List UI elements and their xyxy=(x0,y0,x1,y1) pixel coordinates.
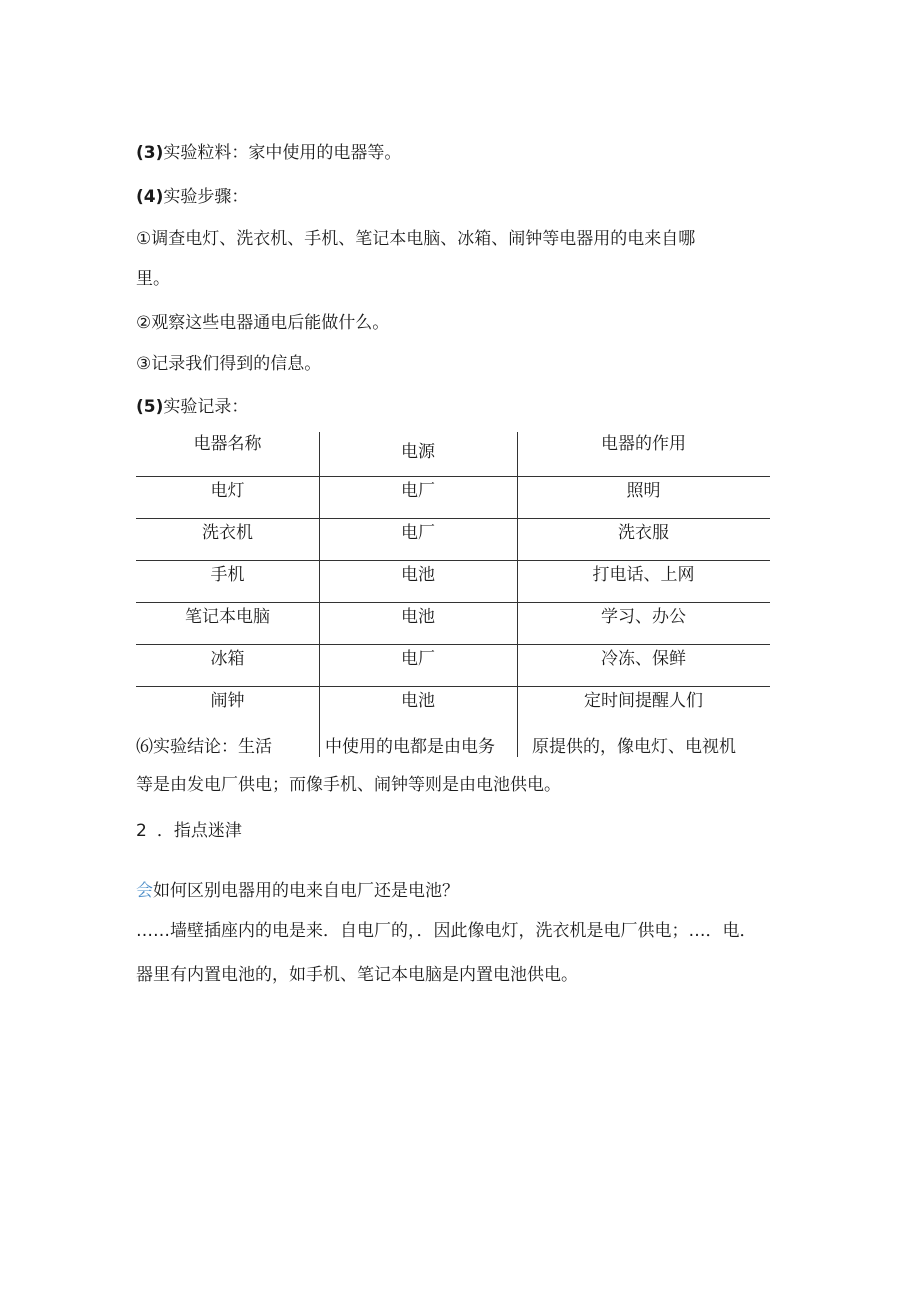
step-1-line-1: ①调查电灯、洗衣机、手机、笔记本电脑、冰箱、闹钟等电器用的电来自哪 xyxy=(136,229,696,249)
section-number: 2 xyxy=(136,821,147,841)
question-marker: 会 xyxy=(136,881,153,901)
table-cell: 洗衣服 xyxy=(618,523,669,543)
conclusion-part-1: ⑹实验结论：生活 xyxy=(136,737,272,757)
question-text: 如何区别电器用的电来自电厂还是电池？ xyxy=(153,881,459,901)
step-2: ②观察这些电器通电后能做什么。 xyxy=(136,313,390,333)
conclusion-part-3: 原提供的，像电灯、电视机 xyxy=(532,737,736,757)
table-cell: 冰箱 xyxy=(210,649,245,669)
section-5-heading xyxy=(136,396,248,418)
table-cell: 手机 xyxy=(210,565,245,585)
section-number: (3) xyxy=(136,143,164,163)
table-cell: 定时间提醒人们 xyxy=(584,691,703,711)
table-cell: 电厂 xyxy=(401,481,435,501)
table-cell: 照明 xyxy=(626,481,661,501)
table-cell: 打电话、上网 xyxy=(592,565,695,585)
table-cell: 闹钟 xyxy=(210,691,245,711)
section-4-heading xyxy=(136,186,248,208)
section-number: (5) xyxy=(136,397,164,417)
header-appliance-name: 电器名称 xyxy=(193,434,262,454)
row-divider xyxy=(136,602,770,603)
table-cell: 笔记本电脑 xyxy=(185,607,270,627)
table-cell: 电厂 xyxy=(401,523,435,543)
table-cell: 电池 xyxy=(401,691,435,711)
row-divider xyxy=(136,560,770,561)
table-cell: 电池 xyxy=(401,565,435,585)
conclusion-line-2: 等是由发电厂供电；而像手机、闹钟等则是由电池供电。 xyxy=(136,775,561,795)
step-1-line-2: 里。 xyxy=(136,269,170,289)
row-divider xyxy=(136,518,770,519)
row-divider xyxy=(136,644,770,645)
header-appliance-function: 电器的作用 xyxy=(601,434,686,454)
table-cell: 电灯 xyxy=(210,481,245,501)
question-line xyxy=(136,880,459,902)
answer-line-2: 器里有内置电池的，如手机、笔记本电脑是内置电池供电。 xyxy=(136,965,578,985)
section-number: (4) xyxy=(136,187,164,207)
section-text: 实验粒料：家中使用的电器等。 xyxy=(163,143,402,163)
section-text: ．指点迷津 xyxy=(156,821,242,841)
table-cell: 学习、办公 xyxy=(601,607,686,627)
table-cell: 洗衣机 xyxy=(202,523,253,543)
experiment-record-table xyxy=(136,432,770,757)
step-3: ③记录我们得到的信息。 xyxy=(136,354,322,374)
row-divider xyxy=(136,476,770,477)
section-text: 实验记录： xyxy=(163,397,249,417)
table-cell: 电池 xyxy=(401,607,435,627)
section-text: 实验步骤： xyxy=(163,187,249,207)
header-power-source: 电源 xyxy=(401,442,435,462)
section-3-heading xyxy=(136,142,401,164)
section-2-heading xyxy=(136,820,242,842)
row-divider xyxy=(136,686,770,687)
table-cell: 电厂 xyxy=(401,649,435,669)
table-cell: 冷冻、保鲜 xyxy=(601,649,686,669)
conclusion-part-2: 中使用的电都是由电务 xyxy=(325,737,495,757)
answer-line-1: ……墙壁插座内的电是来．自电厂的，．因此像电灯，洗衣机是电厂供电；…．电． xyxy=(136,921,757,941)
